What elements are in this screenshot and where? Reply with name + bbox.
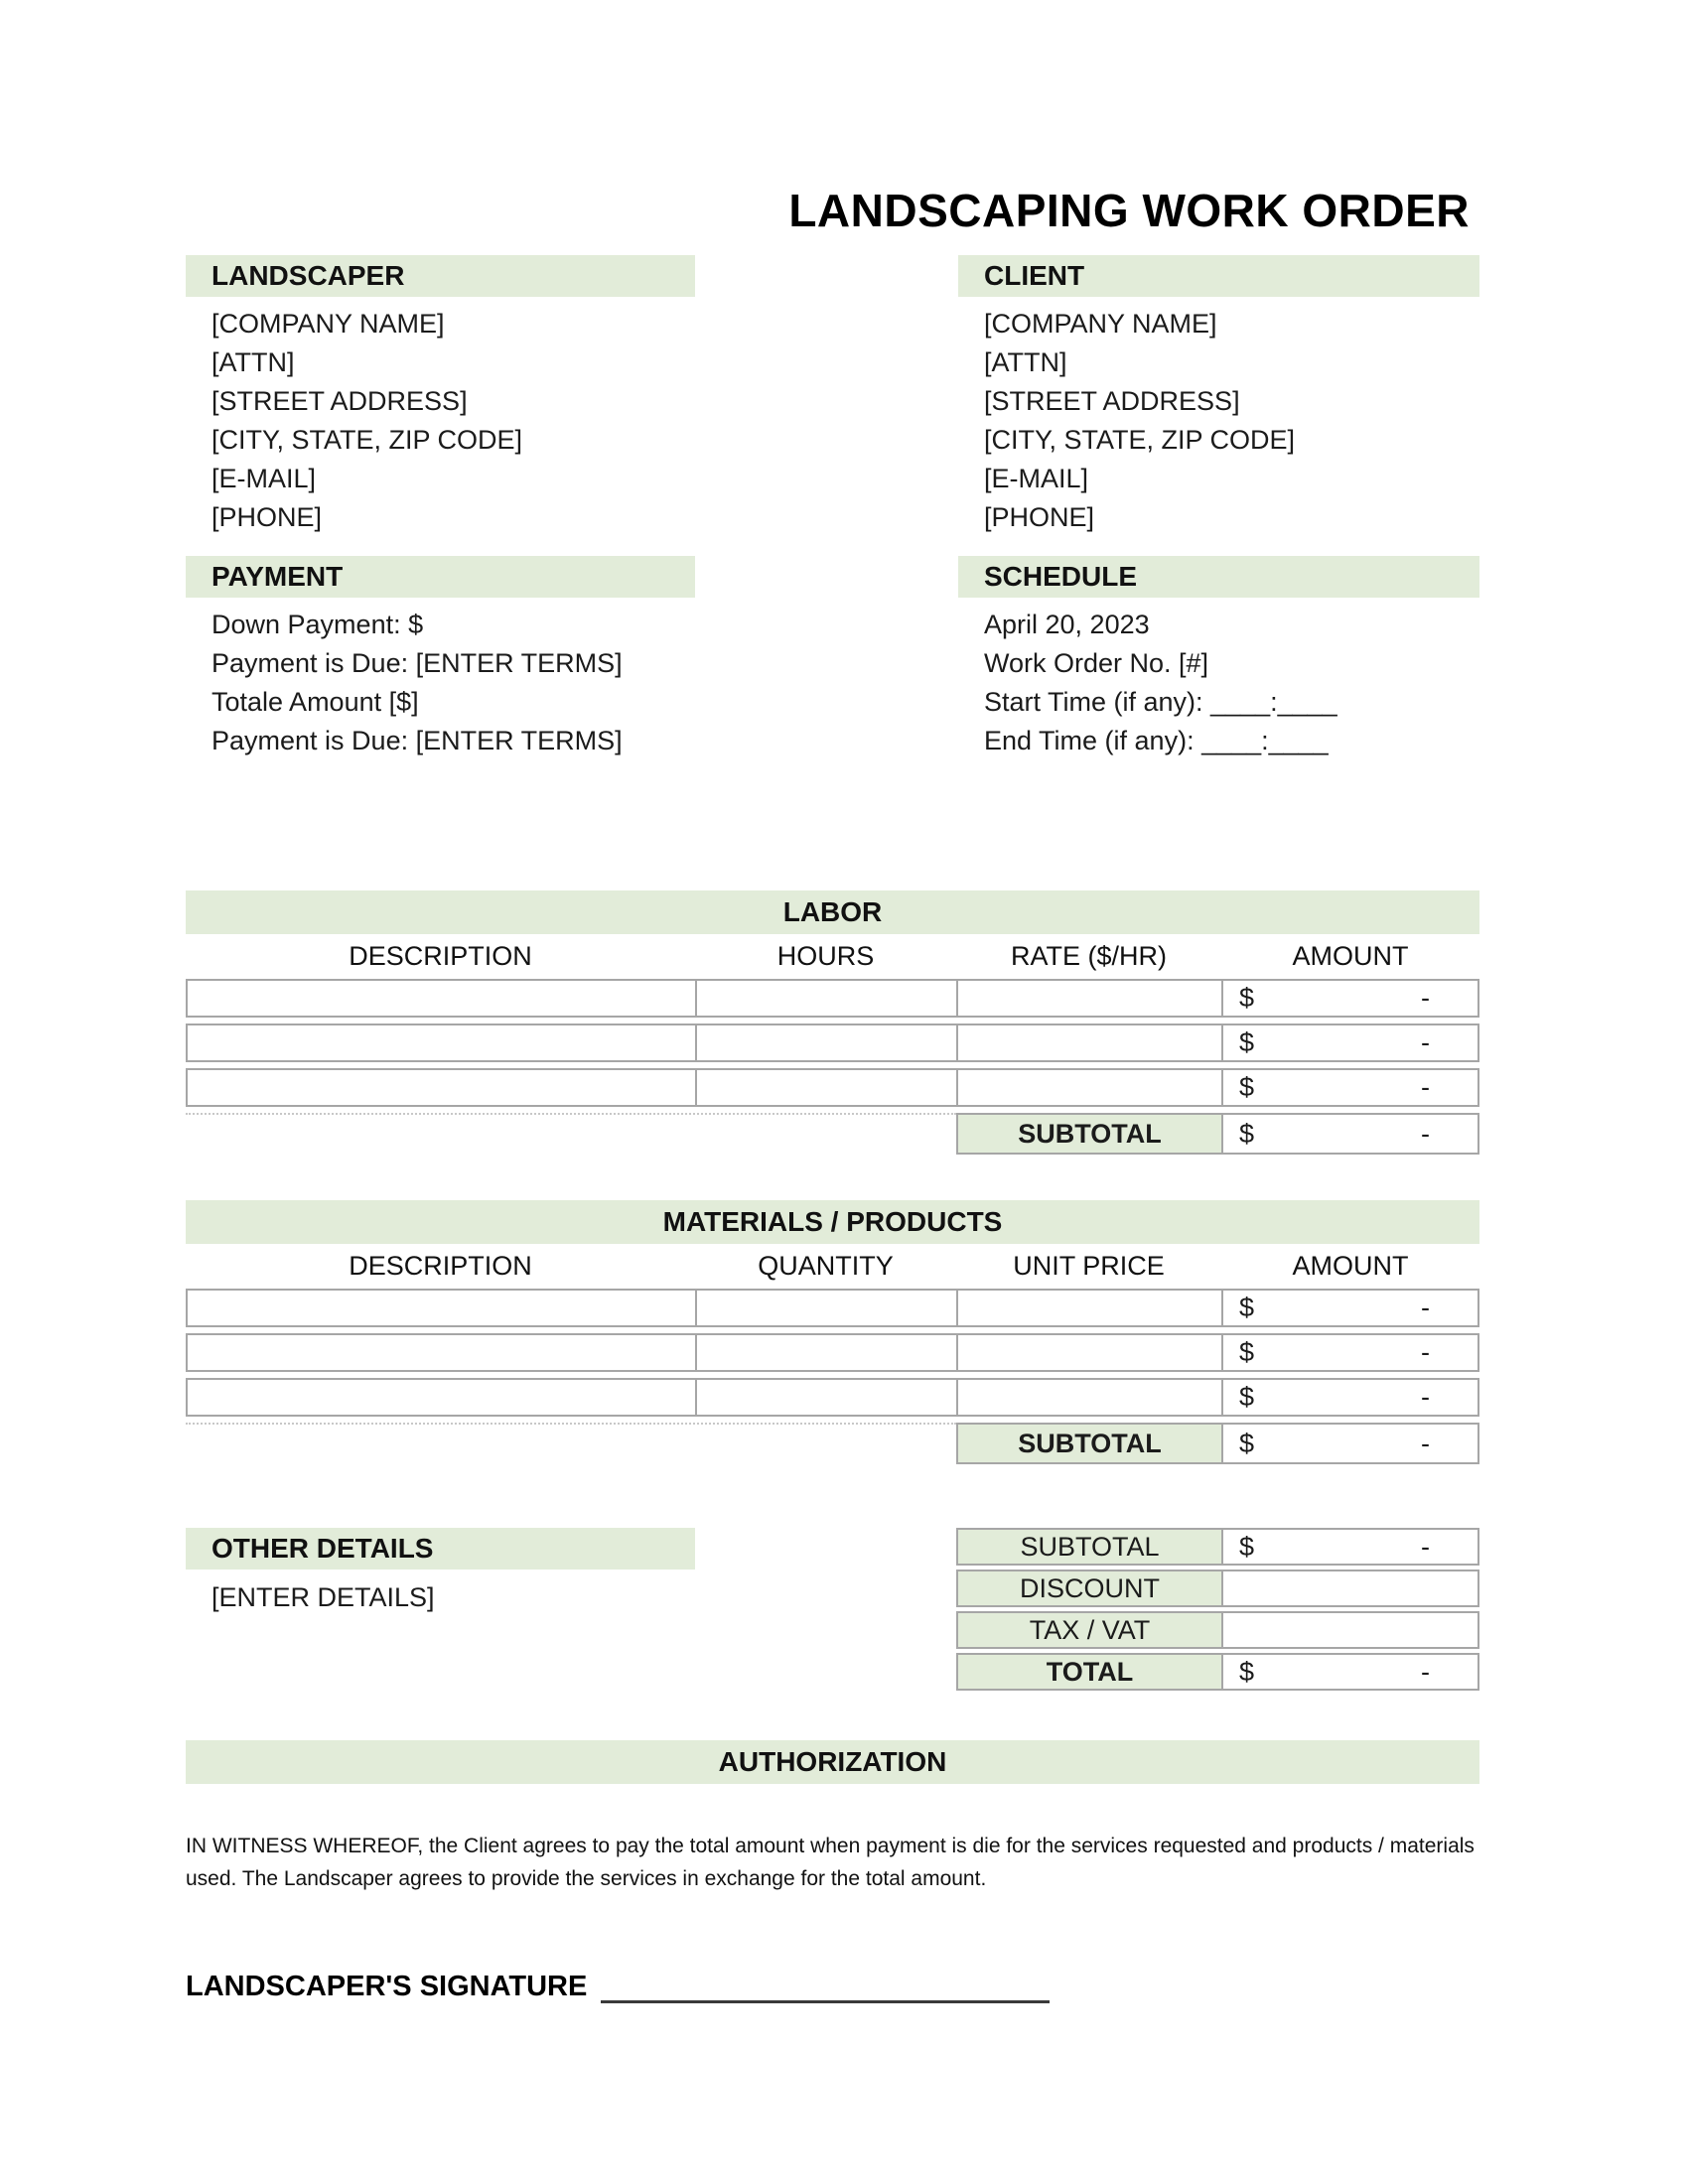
currency-symbol: $ [1239, 1027, 1255, 1057]
labor-row2-description-cell [186, 1024, 695, 1062]
materials-col-description: DESCRIPTION [349, 1251, 532, 1281]
materials-row2-amount-cell [1221, 1333, 1479, 1372]
authorization-text-line-1: IN WITNESS WHEREOF, the Client agrees to pay the total amount when payment is die for the services requested and products / materials [186, 1835, 1475, 1857]
client-street-address: [STREET ADDRESS] [984, 386, 1240, 416]
materials-row1-quantity-cell [695, 1289, 956, 1327]
materials-row3-unit-price-cell [956, 1378, 1221, 1417]
materials-table [186, 1244, 1479, 1464]
other-details-section [186, 1528, 695, 1695]
materials-row3-quantity-cell [695, 1378, 956, 1417]
client-attn: [ATTN] [984, 347, 1067, 377]
signature-section [186, 1971, 1479, 2003]
currency-symbol: $ [1239, 1072, 1255, 1102]
materials-col-amount: AMOUNT [1292, 1251, 1409, 1281]
materials-row1-description-cell [186, 1289, 695, 1327]
client-phone: [PHONE] [984, 502, 1095, 532]
currency-symbol: $ [1239, 983, 1255, 1013]
currency-symbol: $ [1239, 1656, 1255, 1687]
labor-row2-rate-cell [956, 1024, 1221, 1062]
labor-row1-description-cell [186, 979, 695, 1018]
amount-placeholder: - [1421, 1072, 1430, 1102]
totals-total-value [1221, 1653, 1479, 1691]
materials-section [186, 1200, 1479, 1464]
page-title: LANDSCAPING WORK ORDER [788, 185, 1470, 236]
landscaper-city-state-zip: [CITY, STATE, ZIP CODE] [211, 425, 523, 455]
amount-placeholder: - [1421, 1382, 1430, 1412]
totals-table [956, 1528, 1479, 1695]
landscaper-attn: [ATTN] [211, 347, 295, 377]
client-company-name: [COMPANY NAME] [984, 309, 1217, 339]
schedule-date: April 20, 2023 [984, 610, 1150, 639]
labor-row3-description-cell [186, 1068, 695, 1107]
labor-col-amount: AMOUNT [1292, 941, 1409, 971]
schedule-info [958, 606, 1479, 760]
amount-placeholder: - [1421, 1118, 1430, 1149]
totals-tax-vat-value [1221, 1611, 1479, 1649]
schedule-heading: SCHEDULE [958, 556, 1479, 598]
schedule-section [958, 556, 1479, 760]
client-email: [E-MAIL] [984, 464, 1089, 493]
labor-row1-hours-cell [695, 979, 956, 1018]
materials-row3-description-cell [186, 1378, 695, 1417]
details-totals-section [186, 1528, 1479, 1695]
landscaper-section [186, 255, 695, 537]
labor-col-description: DESCRIPTION [349, 941, 532, 971]
client-section [958, 255, 1479, 537]
currency-symbol: $ [1239, 1293, 1255, 1322]
client-info [958, 305, 1479, 537]
materials-subtotal-label: SUBTOTAL [956, 1423, 1221, 1464]
currency-symbol: $ [1239, 1382, 1255, 1412]
labor-subtotal-label: SUBTOTAL [956, 1113, 1221, 1155]
labor-col-rate: RATE ($/HR) [1010, 941, 1167, 971]
payment-section [186, 556, 695, 760]
currency-symbol: $ [1239, 1118, 1255, 1149]
currency-symbol: $ [1239, 1337, 1255, 1367]
totals-discount-value [1221, 1570, 1479, 1607]
amount-placeholder: - [1421, 1027, 1430, 1057]
materials-subtotal-spacer [186, 1423, 956, 1464]
signature-line [601, 1997, 1050, 2003]
landscaper-email: [E-MAIL] [211, 464, 317, 493]
labor-table [186, 934, 1479, 1155]
materials-col-quantity: QUANTITY [758, 1251, 894, 1281]
landscaper-heading: LANDSCAPER [186, 255, 695, 297]
landscaper-company-name: [COMPANY NAME] [211, 309, 445, 339]
payment-due-terms-2: Payment is Due: [ENTER TERMS] [211, 726, 623, 755]
signature-label: LANDSCAPER'S SIGNATURE [186, 1971, 588, 2002]
labor-row1-rate-cell [956, 979, 1221, 1018]
labor-row3-hours-cell [695, 1068, 956, 1107]
totals-total-label: TOTAL [956, 1653, 1221, 1691]
labor-row3-rate-cell [956, 1068, 1221, 1107]
client-heading: CLIENT [958, 255, 1479, 297]
totals-subtotal-value [1221, 1528, 1479, 1566]
schedule-start-time: Start Time (if any): ____:____ [984, 687, 1337, 717]
totals-discount-label: DISCOUNT [956, 1570, 1221, 1607]
other-details-value: [ENTER DETAILS] [211, 1582, 435, 1612]
amount-placeholder: - [1421, 1337, 1430, 1367]
materials-row1-unit-price-cell [956, 1289, 1221, 1327]
labor-row2-hours-cell [695, 1024, 956, 1062]
labor-subtotal-spacer [186, 1113, 956, 1155]
payment-total-amount: Totale Amount [$] [211, 687, 419, 717]
materials-row1-amount-cell [1221, 1289, 1479, 1327]
labor-subtotal-amount-cell [1221, 1113, 1479, 1155]
currency-symbol: $ [1239, 1531, 1255, 1562]
labor-row3-amount-cell [1221, 1068, 1479, 1107]
labor-col-hours: HOURS [776, 941, 875, 971]
payment-info [186, 606, 695, 760]
totals-tax-vat-label: TAX / VAT [956, 1611, 1221, 1649]
amount-placeholder: - [1421, 1531, 1430, 1562]
labor-section [186, 890, 1479, 1155]
totals-subtotal-label: SUBTOTAL [956, 1528, 1221, 1566]
payment-schedule-section [186, 556, 1479, 760]
payment-due-terms-1: Payment is Due: [ENTER TERMS] [211, 648, 623, 678]
payment-heading: PAYMENT [186, 556, 695, 598]
landscaper-info [186, 305, 695, 537]
schedule-end-time: End Time (if any): ____:____ [984, 726, 1329, 755]
landscaper-phone: [PHONE] [211, 502, 323, 532]
payment-down-payment: Down Payment: $ [211, 610, 424, 639]
document-content [186, 0, 1479, 2003]
landscaper-street-address: [STREET ADDRESS] [211, 386, 468, 416]
amount-placeholder: - [1421, 1656, 1430, 1687]
labor-heading: LABOR [186, 890, 1479, 934]
schedule-work-order-no: Work Order No. [#] [984, 648, 1209, 678]
materials-heading: MATERIALS / PRODUCTS [186, 1200, 1479, 1244]
currency-symbol: $ [1239, 1428, 1255, 1458]
amount-placeholder: - [1421, 1293, 1430, 1322]
materials-row3-amount-cell [1221, 1378, 1479, 1417]
labor-row2-amount-cell [1221, 1024, 1479, 1062]
labor-row1-amount-cell [1221, 979, 1479, 1018]
client-city-state-zip: [CITY, STATE, ZIP CODE] [984, 425, 1296, 455]
materials-subtotal-amount-cell [1221, 1423, 1479, 1464]
materials-row2-unit-price-cell [956, 1333, 1221, 1372]
amount-placeholder: - [1421, 1428, 1430, 1458]
materials-col-unit-price: UNIT PRICE [1013, 1251, 1165, 1281]
amount-placeholder: - [1421, 983, 1430, 1013]
other-details-heading: OTHER DETAILS [186, 1528, 695, 1570]
authorization-text-line-2: used. The Landscaper agrees to provide the services in exchange for the total amount. [186, 1867, 987, 1890]
parties-section [186, 255, 1479, 537]
materials-row2-description-cell [186, 1333, 695, 1372]
authorization-heading: AUTHORIZATION [186, 1740, 1479, 1784]
authorization-text [186, 1830, 1479, 1895]
materials-row2-quantity-cell [695, 1333, 956, 1372]
